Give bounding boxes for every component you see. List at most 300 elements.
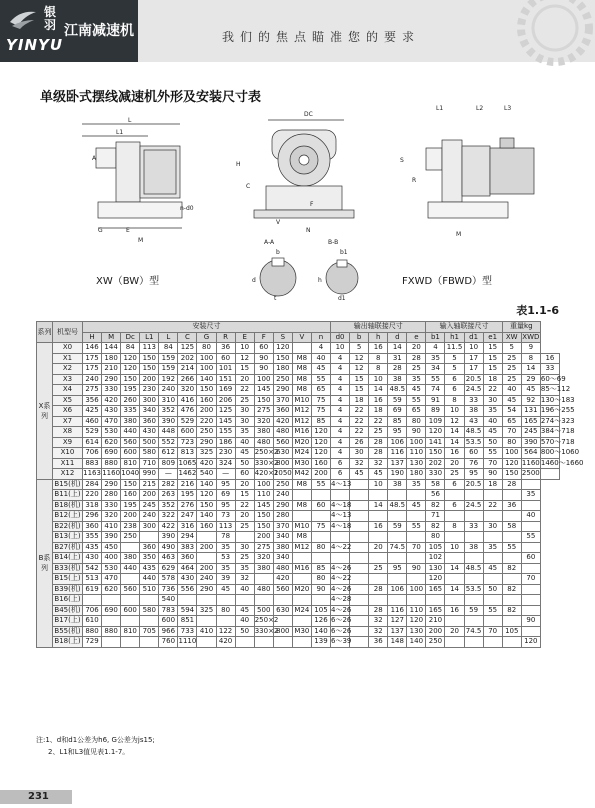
table-cell: 630 <box>273 448 292 459</box>
table-cell: 131 <box>521 406 540 417</box>
table-cell: 70 <box>483 626 502 637</box>
table-cell: 10 <box>445 406 464 417</box>
series-label: B系列 <box>37 479 53 647</box>
table-cell: 38 <box>464 542 483 553</box>
table-cell: 120 <box>426 574 445 585</box>
table-cell: 120 <box>407 616 426 627</box>
table-cell: 4～26 <box>331 605 352 614</box>
table-cell: 266 <box>178 374 197 385</box>
table-cell: 4 <box>331 385 350 396</box>
table-cell: 35 <box>426 353 445 364</box>
table-cell: 150 <box>254 521 273 532</box>
table-cell: 15 <box>235 490 254 501</box>
table-cell: 4～18 <box>331 500 352 509</box>
table-cell: 1110 <box>178 637 197 646</box>
table-cell: 25 <box>407 364 426 375</box>
table-cell: 148 <box>388 637 407 648</box>
model-cell: B39(机) <box>54 584 81 593</box>
table-cell: 175 <box>83 353 102 364</box>
table-cell <box>350 490 369 501</box>
model-cell: B45(机) <box>54 605 81 614</box>
column-header: C <box>178 332 197 343</box>
table-cell: 60～69 <box>540 374 566 383</box>
table-cell: 480 <box>273 563 292 574</box>
table-cell: 316 <box>178 521 197 532</box>
table-cell: 80 <box>216 605 235 616</box>
table-cell: 350 <box>140 553 159 564</box>
table-cell: 120 <box>121 364 140 375</box>
table-cell: 290 <box>102 479 121 490</box>
table-cell: 400 <box>102 553 121 564</box>
table-cell: 130 <box>426 563 445 574</box>
table-cell: 380 <box>254 427 273 438</box>
table-cell: 416 <box>178 395 197 406</box>
table-cell: 4～22 <box>331 542 352 551</box>
table-cell: 729 <box>83 637 102 648</box>
table-cell <box>483 511 502 522</box>
table-cell: 448 <box>159 427 178 438</box>
table-cell: 200 <box>140 490 159 501</box>
table-cell: 284 <box>83 479 102 490</box>
table-cell: 60 <box>464 448 483 459</box>
table-cell: 4 <box>331 416 350 427</box>
table-cell <box>502 532 521 543</box>
table-cell: 150 <box>140 353 159 364</box>
table-cell: 630 <box>273 605 292 616</box>
table-cell: 28 <box>369 605 388 616</box>
table-cell: 15 <box>483 353 502 364</box>
column-header: n <box>311 332 330 343</box>
table-cell: 80 <box>426 532 445 543</box>
table-cell: 1050 <box>273 469 292 478</box>
table-cell: 705 <box>140 626 159 637</box>
table-cell: 706 <box>83 448 102 459</box>
table-cell: 84 <box>121 343 140 354</box>
table-cell: 195 <box>121 500 140 511</box>
table-cell: 16 <box>369 521 388 532</box>
table-cell: 15 <box>235 364 254 375</box>
table-cell: 25 <box>502 374 521 385</box>
table-cell: 106 <box>388 584 407 595</box>
table-cell: 620 <box>102 437 121 448</box>
dim-h: d <box>252 277 256 284</box>
table-cell: 14 <box>369 385 388 396</box>
brand-swoosh-icon <box>8 8 38 30</box>
table-cell <box>311 511 330 522</box>
table-cell: 322 <box>159 511 178 522</box>
table-cell <box>350 532 369 543</box>
table-cell: 169 <box>216 385 235 396</box>
table-cell: 120 <box>311 448 330 459</box>
table-cell: 500 <box>254 605 273 616</box>
table-cell: 6～39 <box>331 637 352 646</box>
table-cell: 150 <box>273 353 292 364</box>
table-cell: 70 <box>502 427 521 438</box>
table-cell: 175 <box>83 364 102 375</box>
table-cell <box>445 637 464 648</box>
table-cell: 85 <box>311 416 330 427</box>
table-cell <box>121 595 140 606</box>
table-cell <box>464 511 483 522</box>
table-cell: 5 <box>445 353 464 364</box>
table-cell: 990 <box>140 469 159 480</box>
series-label: X系列 <box>37 343 53 480</box>
model-cell: X12 <box>53 469 83 480</box>
table-cell: 4 <box>331 427 350 438</box>
model-cell: B17(上) <box>54 616 81 625</box>
table-cell: 59 <box>388 395 407 406</box>
table-cell: 192 <box>159 374 178 385</box>
table-cell: 35 <box>521 490 540 501</box>
table-cell: 275 <box>254 406 273 417</box>
table-cell: 30 <box>483 521 502 532</box>
table-cell: 82 <box>426 521 445 532</box>
table-cell: 435 <box>83 542 102 553</box>
table-row <box>37 343 560 354</box>
table-cell <box>369 490 388 501</box>
table-cell: 276 <box>178 500 197 511</box>
table-cell: 150 <box>254 395 273 406</box>
table-cell: 530 <box>102 563 121 574</box>
table-cell: 460 <box>83 416 102 427</box>
table-cell: M10 <box>292 521 311 532</box>
table-cell: 200 <box>197 542 216 553</box>
table-cell: 800 <box>273 458 292 469</box>
table-cell <box>407 574 426 585</box>
table-cell: 17 <box>464 353 483 364</box>
table-cell: 25 <box>502 353 521 364</box>
table-cell <box>407 490 426 501</box>
table-cell: 50 <box>483 584 502 595</box>
model-cell: B12(上) <box>54 511 81 520</box>
table-cell: 20 <box>369 542 388 553</box>
table-cell: M42 <box>292 469 311 480</box>
table-cell: 390 <box>159 416 178 427</box>
table-cell: 59 <box>388 521 407 532</box>
company-name: 江南减速机 <box>64 23 134 39</box>
table-cell: 480 <box>254 584 273 595</box>
table-cell <box>102 616 121 627</box>
table-cell: 150 <box>426 448 445 459</box>
dim-Mb: M <box>456 231 462 238</box>
table-cell: 529 <box>178 416 197 427</box>
table-cell: 35 <box>216 542 235 553</box>
table-cell: 59 <box>464 605 483 616</box>
table-row <box>37 406 560 417</box>
table-cell: 200 <box>254 532 273 543</box>
table-cell: 4～13 <box>331 511 352 520</box>
dim-S: S <box>400 157 404 164</box>
table-cell <box>464 532 483 543</box>
table-cell: 150 <box>121 374 140 385</box>
table-row <box>37 490 560 501</box>
table-cell: 145 <box>254 385 273 396</box>
table-cell <box>121 637 140 648</box>
table-cell <box>273 595 292 606</box>
table-cell: 14 <box>445 584 464 595</box>
table-cell: M16 <box>292 563 311 574</box>
table-cell: 210 <box>426 616 445 627</box>
table-cell: 75 <box>311 521 330 532</box>
column-header: L1 <box>140 332 159 343</box>
table-cell: 160 <box>197 521 216 532</box>
table-cell: 110 <box>254 490 273 501</box>
table-cell <box>521 500 540 511</box>
table-cell: 18 <box>350 395 369 406</box>
table-cell: 137 <box>388 626 407 637</box>
table-cell: 352 <box>159 500 178 511</box>
table-cell <box>502 616 521 627</box>
table-cell: 16 <box>369 343 388 354</box>
table-cell: 45 <box>311 364 330 375</box>
table-cell <box>483 553 502 564</box>
dim-H: H <box>236 161 241 168</box>
table-cell: 45 <box>235 448 254 459</box>
table-cell: 14 <box>369 500 388 511</box>
table-cell <box>445 595 464 606</box>
table-cell: 330 <box>102 500 121 511</box>
table-cell: 612 <box>159 448 178 459</box>
table-cell: 230 <box>216 448 235 459</box>
table-cell: 325 <box>197 605 216 616</box>
table-cell: 180 <box>407 469 426 480</box>
table-cell <box>140 595 159 606</box>
page-header <box>0 0 595 62</box>
table-cell: 45 <box>216 584 235 595</box>
table-cell <box>369 511 388 522</box>
table-cell <box>102 637 121 648</box>
table-cell: 140 <box>311 626 330 637</box>
table-cell <box>502 511 521 522</box>
table-cell: 110 <box>407 605 426 616</box>
table-cell: 32 <box>369 616 388 627</box>
table-cell: 100 <box>254 479 273 490</box>
table-cell: 513 <box>83 574 102 585</box>
table-cell: 340 <box>273 553 292 564</box>
table-cell: 22 <box>235 500 254 511</box>
table-cell: 33 <box>464 521 483 532</box>
table-cell: 5 <box>445 364 464 375</box>
table-cell: 48.5 <box>465 427 482 436</box>
table-cell <box>121 616 140 627</box>
dim-L3: L3 <box>504 105 512 112</box>
table-cell: 159 <box>159 364 178 375</box>
table-cell: 290 <box>273 385 292 396</box>
table-cell: 8 <box>445 395 464 406</box>
table-cell: 736 <box>159 584 178 595</box>
dim-C: C <box>246 183 251 190</box>
table-cell: 113 <box>140 343 159 354</box>
table-column-header-row <box>37 332 560 343</box>
table-cell: M20 <box>292 437 311 448</box>
table-cell: 70 <box>407 542 426 553</box>
table-cell: 24.5 <box>465 385 482 394</box>
table-cell: 78 <box>216 532 235 543</box>
column-header: b <box>350 332 369 343</box>
table-cell: 250 <box>273 479 292 490</box>
table-cell <box>331 490 350 501</box>
table-cell <box>388 574 407 585</box>
table-cell: 4～13 <box>331 479 352 488</box>
table-cell: 35 <box>216 563 235 574</box>
table-cell: 35 <box>407 479 426 490</box>
table-cell <box>197 553 216 564</box>
col-series: 系列 <box>37 322 53 343</box>
table-cell: 240 <box>140 511 159 522</box>
dim-L1b: L1 <box>436 105 444 112</box>
column-header: e1 <box>483 332 502 343</box>
table-cell <box>197 637 216 648</box>
table-cell: 1160 <box>521 458 540 467</box>
table-cell: 25 <box>235 553 254 564</box>
column-header: d1 <box>464 332 483 343</box>
table-cell: 48.5 <box>389 500 406 509</box>
table-cell: 5 <box>502 343 521 354</box>
table-cell: 560 <box>273 584 292 595</box>
table-cell: 6 <box>445 500 464 511</box>
table-cell: 580 <box>140 448 159 459</box>
table-cell: 48.5 <box>465 563 482 572</box>
table-cell: 15 <box>483 343 502 354</box>
table-cell: 420 <box>216 637 235 648</box>
table-cell <box>502 637 521 648</box>
table-cell: 106 <box>388 437 407 448</box>
table-cell <box>311 490 330 501</box>
table-cell <box>331 553 350 564</box>
table-cell <box>121 542 140 553</box>
table-cell <box>350 563 369 574</box>
table-cell: 38 <box>388 374 407 385</box>
table-cell: 250 <box>121 532 140 543</box>
table-cell <box>464 595 483 606</box>
table-cell <box>235 532 254 543</box>
table-cell <box>502 595 521 606</box>
table-cell: 813 <box>178 448 197 459</box>
table-cell: 540 <box>197 469 216 480</box>
table-number: 表1.1-6 <box>516 304 559 317</box>
table-cell: 125 <box>178 343 197 354</box>
table-cell: 294 <box>178 532 197 543</box>
table-cell <box>369 595 388 606</box>
table-cell: 710 <box>140 458 159 469</box>
table-cell: 40 <box>235 616 254 627</box>
column-header: E <box>235 332 254 343</box>
table-cell: 30 <box>235 542 254 553</box>
table-cell: 733 <box>178 626 197 637</box>
table-cell: 50 <box>483 437 502 448</box>
table-cell: 30 <box>235 416 254 427</box>
table-row <box>37 448 560 459</box>
column-header: b1 <box>426 332 445 343</box>
table-cell: 137 <box>388 458 407 469</box>
model-cell: X0 <box>53 343 83 354</box>
table-cell: 116 <box>388 605 407 616</box>
dim-V: V <box>276 219 281 226</box>
table-cell: 122 <box>216 626 235 637</box>
table-cell: 31 <box>388 353 407 364</box>
table-cell: 120 <box>121 353 140 364</box>
dim-N: N <box>306 227 311 234</box>
table-cell: 38 <box>464 406 483 417</box>
table-row <box>37 416 560 427</box>
table-cell: 420 <box>273 416 292 427</box>
model-cell: X10 <box>53 448 83 459</box>
brand-name-cn: 银羽 <box>44 5 57 32</box>
table-row <box>37 395 560 406</box>
table-cell: 5 <box>350 343 369 354</box>
table-cell: M10 <box>292 395 311 406</box>
table-cell: 140 <box>197 479 216 490</box>
column-header: Dc <box>121 332 140 343</box>
table-cell <box>369 553 388 564</box>
table-cell: 85 <box>388 416 407 427</box>
table-cell: 6 <box>331 458 350 469</box>
section-a-label: A-A <box>264 239 275 246</box>
table-cell: 10 <box>235 343 254 354</box>
table-cell: 340 <box>273 532 292 543</box>
table-cell: 92 <box>521 395 540 406</box>
table-cell: 330 <box>102 385 121 396</box>
table-cell: 8 <box>445 521 464 532</box>
model-cell: X7 <box>53 416 83 427</box>
table-cell: 360 <box>140 542 159 553</box>
table-cell: 22 <box>483 500 502 511</box>
table-cell: 880 <box>102 626 121 637</box>
table-cell: 30 <box>350 448 369 459</box>
table-cell: 600 <box>121 605 140 616</box>
table-cell: 100 <box>254 374 273 385</box>
table-cell: 10 <box>445 542 464 553</box>
table-cell: 45 <box>502 395 521 406</box>
table-cell: 619 <box>83 584 102 595</box>
table-cell: 80 <box>311 574 330 585</box>
table-cell: 80 <box>311 542 330 553</box>
table-cell <box>216 616 235 627</box>
table-cell: 17 <box>464 364 483 375</box>
table-cell: 220 <box>83 490 102 501</box>
table-cell: 202 <box>178 353 197 364</box>
table-cell: 15 <box>350 374 369 385</box>
table-cell: 74.5 <box>389 542 406 551</box>
table-cell: 1040 <box>121 469 140 478</box>
table-cell: 195 <box>121 385 140 396</box>
table-cell: M8 <box>292 353 311 364</box>
table-cell: 45 <box>369 469 388 480</box>
table-cell: 263 <box>159 490 178 501</box>
table-cell <box>292 595 311 606</box>
table-cell: 159 <box>159 353 178 364</box>
table-cell: 160 <box>311 458 330 469</box>
table-cell: 102 <box>426 553 445 564</box>
table-cell: 60 <box>311 500 330 511</box>
table-cell: 55 <box>311 374 330 385</box>
table-cell: 6 <box>445 479 464 490</box>
table-cell: 33 <box>464 395 483 406</box>
table-cell: 30 <box>483 395 502 406</box>
table-cell: M8 <box>292 479 311 490</box>
table-cell: 69 <box>216 490 235 501</box>
table-cell: 360 <box>273 406 292 417</box>
table-cell: 540 <box>159 595 178 606</box>
dim-d1: d1 <box>338 295 346 302</box>
table-cell: 783 <box>159 605 178 616</box>
table-cell: 60 <box>521 553 540 564</box>
table-cell <box>445 532 464 543</box>
table-cell <box>407 553 426 564</box>
table-cell: 60 <box>235 469 254 480</box>
table-cell: 151 <box>216 374 235 385</box>
table-cell: 16 <box>369 395 388 406</box>
